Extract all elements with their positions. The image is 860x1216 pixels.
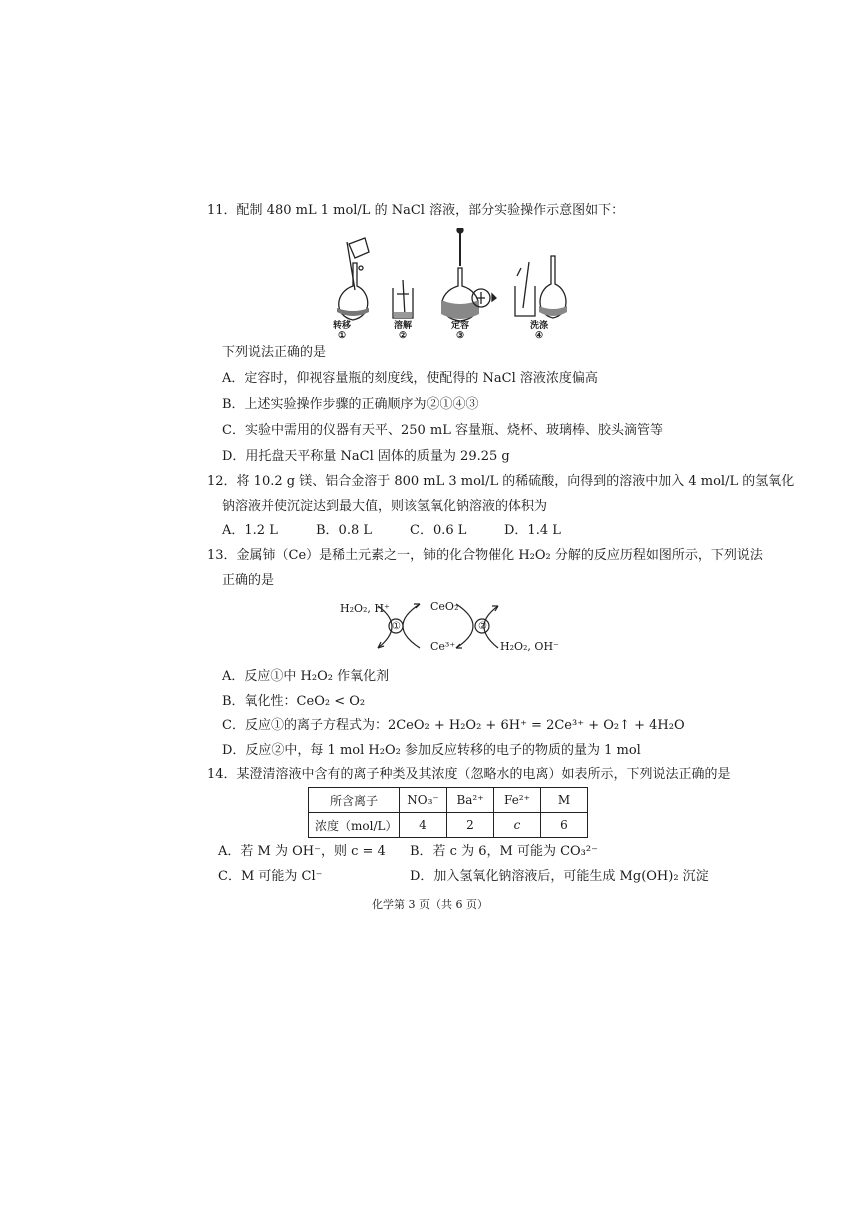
- q11-prompt: 下列说法正确的是: [222, 345, 327, 360]
- q11-apparatus-figure: [325, 228, 585, 328]
- q11-option-d: D．用托盘天平称量 NaCl 固体的质量为 29.25 g: [222, 449, 510, 464]
- q13-stem-line2: 正确的是: [222, 573, 275, 588]
- q14-option-b: B．若 c 为 6，M 可能为 CO₃²⁻: [410, 844, 598, 859]
- table-header-cell: 所含离子: [309, 788, 400, 813]
- q12-option-b: B．0.8 L: [316, 523, 372, 538]
- diagram-step2-label: ②: [478, 621, 487, 632]
- table-row: [309, 813, 588, 838]
- constant-volume-apparatus-icon: [441, 228, 496, 321]
- q12-option-c: C．0.6 L: [410, 523, 467, 538]
- q12-stem-line2: 钠溶液并使沉淀达到最大值，则该氢氧化钠溶液的体积为: [222, 499, 548, 514]
- q12-option-d: D．1.4 L: [504, 523, 561, 538]
- q13-option-b: B．氧化性：CeO₂ < O₂: [222, 694, 366, 709]
- diagram-left-input: H₂O₂, H⁺: [340, 602, 390, 615]
- q11-option-b: B．上述实验操作步骤的正确顺序为②①④③: [222, 397, 479, 412]
- diagram-top-species: CeO₂: [430, 600, 459, 613]
- q14-stem: 14．某澄清溶液中含有的离子种类及其浓度（忽略水的电离）如表所示，下列说法正确的是: [207, 767, 731, 782]
- q11-option-c: C．实验中需用的仪器有天平、250 mL 容量瓶、烧杯、玻璃棒、胶头滴管等: [222, 423, 663, 438]
- transfer-apparatus-icon: [337, 238, 369, 320]
- q13-option-d: D．反应②中，每 1 mol H₂O₂ 参加反应转移的电子的物质的量为 1 mol: [222, 743, 641, 758]
- table-row: [309, 788, 588, 813]
- dissolve-beaker-icon: [393, 280, 413, 318]
- q14-option-d: D．加入氢氧化钠溶液后，可能生成 Mg(OH)₂ 沉淀: [410, 869, 709, 884]
- q11-option-a: A．定容时，仰视容量瓶的刻度线，使配得的 NaCl 溶液浓度偏高: [222, 371, 598, 386]
- q13-option-c: C．反应①的离子方程式为：2CeO₂ + H₂O₂ + 6H⁺ = 2Ce³⁺ + O₂↑ + 4H₂O: [222, 718, 685, 733]
- diagram-step1-label: ①: [392, 621, 401, 632]
- ion-concentration-table: [308, 787, 588, 838]
- fig-label-wash: 洗涤 ④: [529, 321, 548, 341]
- q12-stem-line1: 12．将 10.2 g 镁、铝合金溶于 800 mL 3 mol/L 的稀硫酸，向得到的溶液中加入 4 mol/L 的氢氧化: [207, 474, 795, 489]
- table-header-cell: NO₃⁻: [400, 788, 447, 813]
- q13-stem-line1: 13．金属铈（Ce）是稀土元素之一，铈的化合物催化 H₂O₂ 分解的反应历程如图所示，下列说法: [207, 548, 763, 563]
- table-cell: 2: [447, 813, 494, 838]
- table-cell: c: [494, 813, 541, 838]
- q11-stem: 11．配制 480 mL 1 mol/L 的 NaCl 溶液，部分实验操作示意图如下：: [207, 203, 625, 218]
- table-header-cell: Ba²⁺: [447, 788, 494, 813]
- q12-option-a: A．1.2 L: [222, 523, 278, 538]
- table-header-cell: M: [541, 788, 588, 813]
- diagram-bottom-species: Ce³⁺: [430, 640, 456, 653]
- table-cell: 4: [400, 813, 447, 838]
- fig-label-transfer: 转移 ①: [332, 321, 351, 341]
- fig-label-constant-volume: 定容 ③: [450, 321, 469, 341]
- q14-option-a: A．若 M 为 OH⁻，则 c = 4: [218, 844, 386, 859]
- diagram-right-output: H₂O₂, OH⁻: [500, 640, 559, 653]
- page-footer: 化学第 3 页（共 6 页）: [372, 898, 488, 911]
- table-cell: 浓度（mol/L）: [309, 813, 400, 838]
- fig-label-dissolve: 溶解 ②: [393, 321, 412, 341]
- table-cell: 6: [541, 813, 588, 838]
- wash-apparatus-icon: [515, 256, 567, 318]
- table-header-cell: Fe²⁺: [494, 788, 541, 813]
- q14-option-c: C．M 可能为 Cl⁻: [218, 869, 323, 884]
- q13-option-a: A．反应①中 H₂O₂ 作氧化剂: [222, 669, 390, 684]
